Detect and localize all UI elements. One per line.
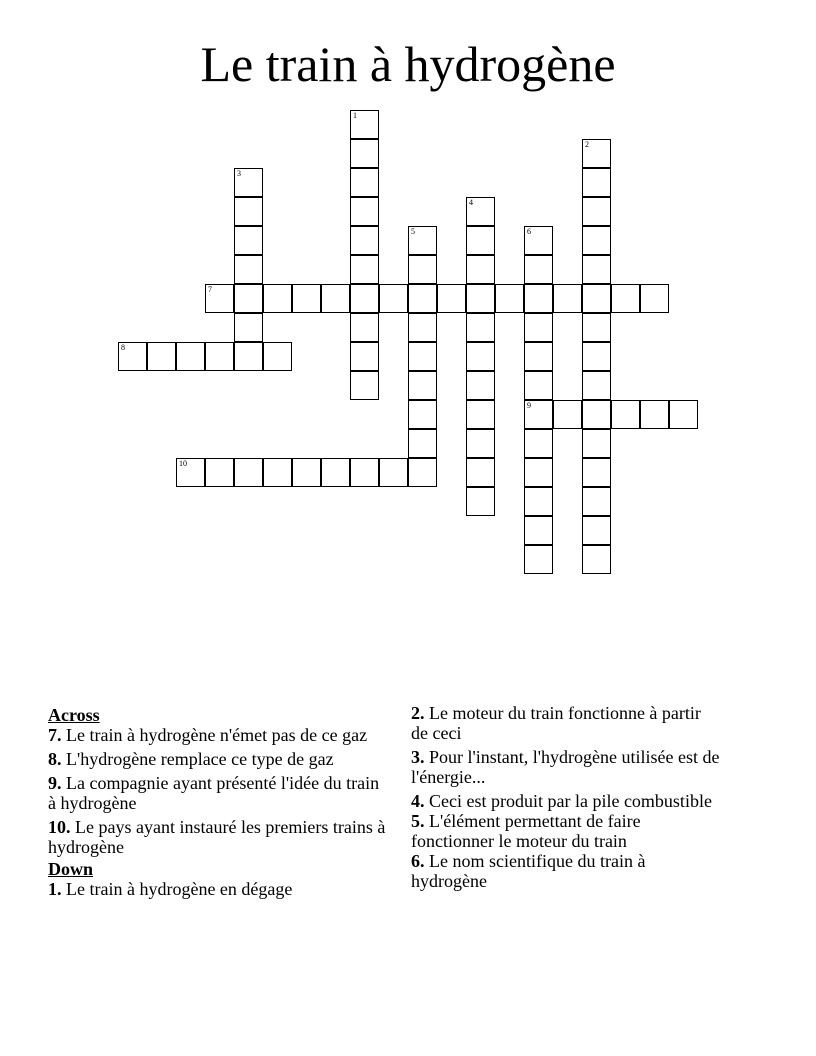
grid-cell[interactable]: [350, 168, 379, 197]
clue-number: 9: [527, 401, 531, 410]
clue-down-5: 5. L'élément permettant de faire fonctionner le moteur du train: [411, 811, 641, 851]
grid-cell[interactable]: [118, 342, 147, 371]
puzzle-title: Le train à hydrogène: [200, 36, 616, 92]
grid-cell[interactable]: [495, 284, 524, 313]
grid-cell[interactable]: [582, 545, 611, 574]
grid-cell[interactable]: [437, 284, 466, 313]
grid-cell[interactable]: [524, 371, 553, 400]
grid-cell[interactable]: [234, 226, 263, 255]
grid-cell[interactable]: [234, 255, 263, 284]
grid-cell[interactable]: [379, 458, 408, 487]
grid-cell[interactable]: [582, 487, 611, 516]
grid-cell[interactable]: [582, 458, 611, 487]
grid-cell[interactable]: [466, 371, 495, 400]
grid-cell[interactable]: [350, 255, 379, 284]
grid-cell[interactable]: [582, 342, 611, 371]
clues-left-column: [48, 703, 388, 903]
grid-cell[interactable]: [350, 139, 379, 168]
across-heading: Across: [48, 705, 100, 725]
grid-cell[interactable]: [321, 284, 350, 313]
grid-cell[interactable]: [234, 197, 263, 226]
grid-cell[interactable]: [524, 255, 553, 284]
grid-cell[interactable]: [263, 284, 292, 313]
grid-cell[interactable]: [466, 487, 495, 516]
grid-cell[interactable]: [466, 226, 495, 255]
clue-number: 5: [411, 227, 415, 236]
grid-cell[interactable]: [292, 284, 321, 313]
grid-cell[interactable]: [524, 458, 553, 487]
grid-cell[interactable]: [582, 284, 611, 313]
clue-number: 8: [121, 343, 125, 352]
grid-cell[interactable]: [205, 458, 234, 487]
grid-cell[interactable]: [582, 400, 611, 429]
grid-cell[interactable]: [524, 226, 553, 255]
clue-down-4: 4. Ceci est produit par la pile combustible: [411, 791, 712, 811]
grid-cell[interactable]: [466, 342, 495, 371]
grid-cell[interactable]: [524, 487, 553, 516]
grid-cell[interactable]: [408, 313, 437, 342]
grid-cell[interactable]: [292, 458, 321, 487]
grid-cell[interactable]: [205, 342, 234, 371]
grid-cell[interactable]: [582, 139, 611, 168]
grid-cell[interactable]: [205, 284, 234, 313]
grid-cell[interactable]: [553, 400, 582, 429]
grid-cell[interactable]: [524, 516, 553, 545]
grid-cell[interactable]: [350, 313, 379, 342]
grid-cell[interactable]: [466, 400, 495, 429]
grid-cell[interactable]: [350, 197, 379, 226]
grid-cell[interactable]: [669, 400, 698, 429]
grid-cell[interactable]: [466, 458, 495, 487]
grid-cell[interactable]: [408, 458, 437, 487]
grid-cell[interactable]: [379, 284, 408, 313]
grid-cell[interactable]: [524, 400, 553, 429]
grid-cell[interactable]: [524, 284, 553, 313]
clue-number: 4: [469, 198, 473, 207]
clue-number: 6: [527, 227, 531, 236]
grid-cell[interactable]: [176, 458, 205, 487]
grid-cell[interactable]: [408, 284, 437, 313]
grid-cell[interactable]: [350, 371, 379, 400]
grid-cell[interactable]: [582, 168, 611, 197]
grid-cell[interactable]: [582, 429, 611, 458]
grid-cell[interactable]: [611, 400, 640, 429]
grid-cell[interactable]: [524, 342, 553, 371]
clue-across-8: 8. L'hydrogène remplace ce type de gaz: [48, 749, 334, 769]
grid-cell[interactable]: [234, 168, 263, 197]
grid-cell[interactable]: [466, 255, 495, 284]
grid-cell[interactable]: [640, 284, 669, 313]
grid-cell[interactable]: [350, 110, 379, 139]
clue-number: 2: [585, 140, 589, 149]
clue-number: 7: [208, 285, 212, 294]
grid-cell[interactable]: [263, 458, 292, 487]
clue-down-6: 6. Le nom scientifique du train à hydrogène: [411, 851, 646, 891]
grid-cell[interactable]: [466, 313, 495, 342]
grid-cell[interactable]: [408, 429, 437, 458]
clue-number: 10: [179, 459, 187, 468]
down-heading: Down: [48, 859, 94, 879]
grid-cell[interactable]: [553, 284, 582, 313]
grid-cell[interactable]: [321, 458, 350, 487]
clue-number: 1: [353, 111, 357, 120]
grid-cell[interactable]: [524, 429, 553, 458]
grid-cell[interactable]: [582, 516, 611, 545]
grid-cell[interactable]: [350, 284, 379, 313]
clues-right-column: [411, 703, 721, 895]
grid-cell[interactable]: [234, 284, 263, 313]
clue-down-1: 1. Le train à hydrogène en dégage: [48, 879, 293, 899]
grid-cell[interactable]: [466, 197, 495, 226]
clue-across-10: 10. Le pays ayant instauré les premiers trains à hydrogène: [48, 817, 386, 857]
grid-cell[interactable]: [582, 371, 611, 400]
grid-cell[interactable]: [408, 400, 437, 429]
grid-cell[interactable]: [263, 342, 292, 371]
grid-cell[interactable]: [147, 342, 176, 371]
grid-cell[interactable]: [176, 342, 205, 371]
grid-cell[interactable]: [234, 342, 263, 371]
clue-across-7: 7. Le train à hydrogène n'émet pas de ce gaz: [48, 725, 368, 745]
grid-cell[interactable]: [524, 313, 553, 342]
grid-cell[interactable]: [408, 255, 437, 284]
grid-cell[interactable]: [466, 429, 495, 458]
clue-across-9: 9. La compagnie ayant présenté l'idée du train à hydrogène: [48, 773, 380, 813]
grid-cell[interactable]: [582, 255, 611, 284]
grid-cell[interactable]: [466, 284, 495, 313]
grid-cell[interactable]: [582, 197, 611, 226]
grid-cell[interactable]: [408, 226, 437, 255]
grid-cell[interactable]: [408, 371, 437, 400]
grid-cell[interactable]: [234, 313, 263, 342]
grid-cell[interactable]: [350, 458, 379, 487]
grid-cell[interactable]: [582, 226, 611, 255]
grid-cell[interactable]: [524, 545, 553, 574]
grid-cell[interactable]: [611, 284, 640, 313]
grid-cell[interactable]: [408, 342, 437, 371]
clue-down-2: 2. Le moteur du train fonctionne à partir de ceci: [411, 703, 701, 743]
grid-cell[interactable]: [582, 313, 611, 342]
grid-cell[interactable]: [234, 458, 263, 487]
grid-cell[interactable]: [350, 342, 379, 371]
clue-down-3: 3. Pour l'instant, l'hydrogène utilisée est de l'énergie...: [411, 747, 720, 787]
grid-cell[interactable]: [350, 226, 379, 255]
clue-number: 3: [237, 169, 241, 178]
grid-cell[interactable]: [640, 400, 669, 429]
